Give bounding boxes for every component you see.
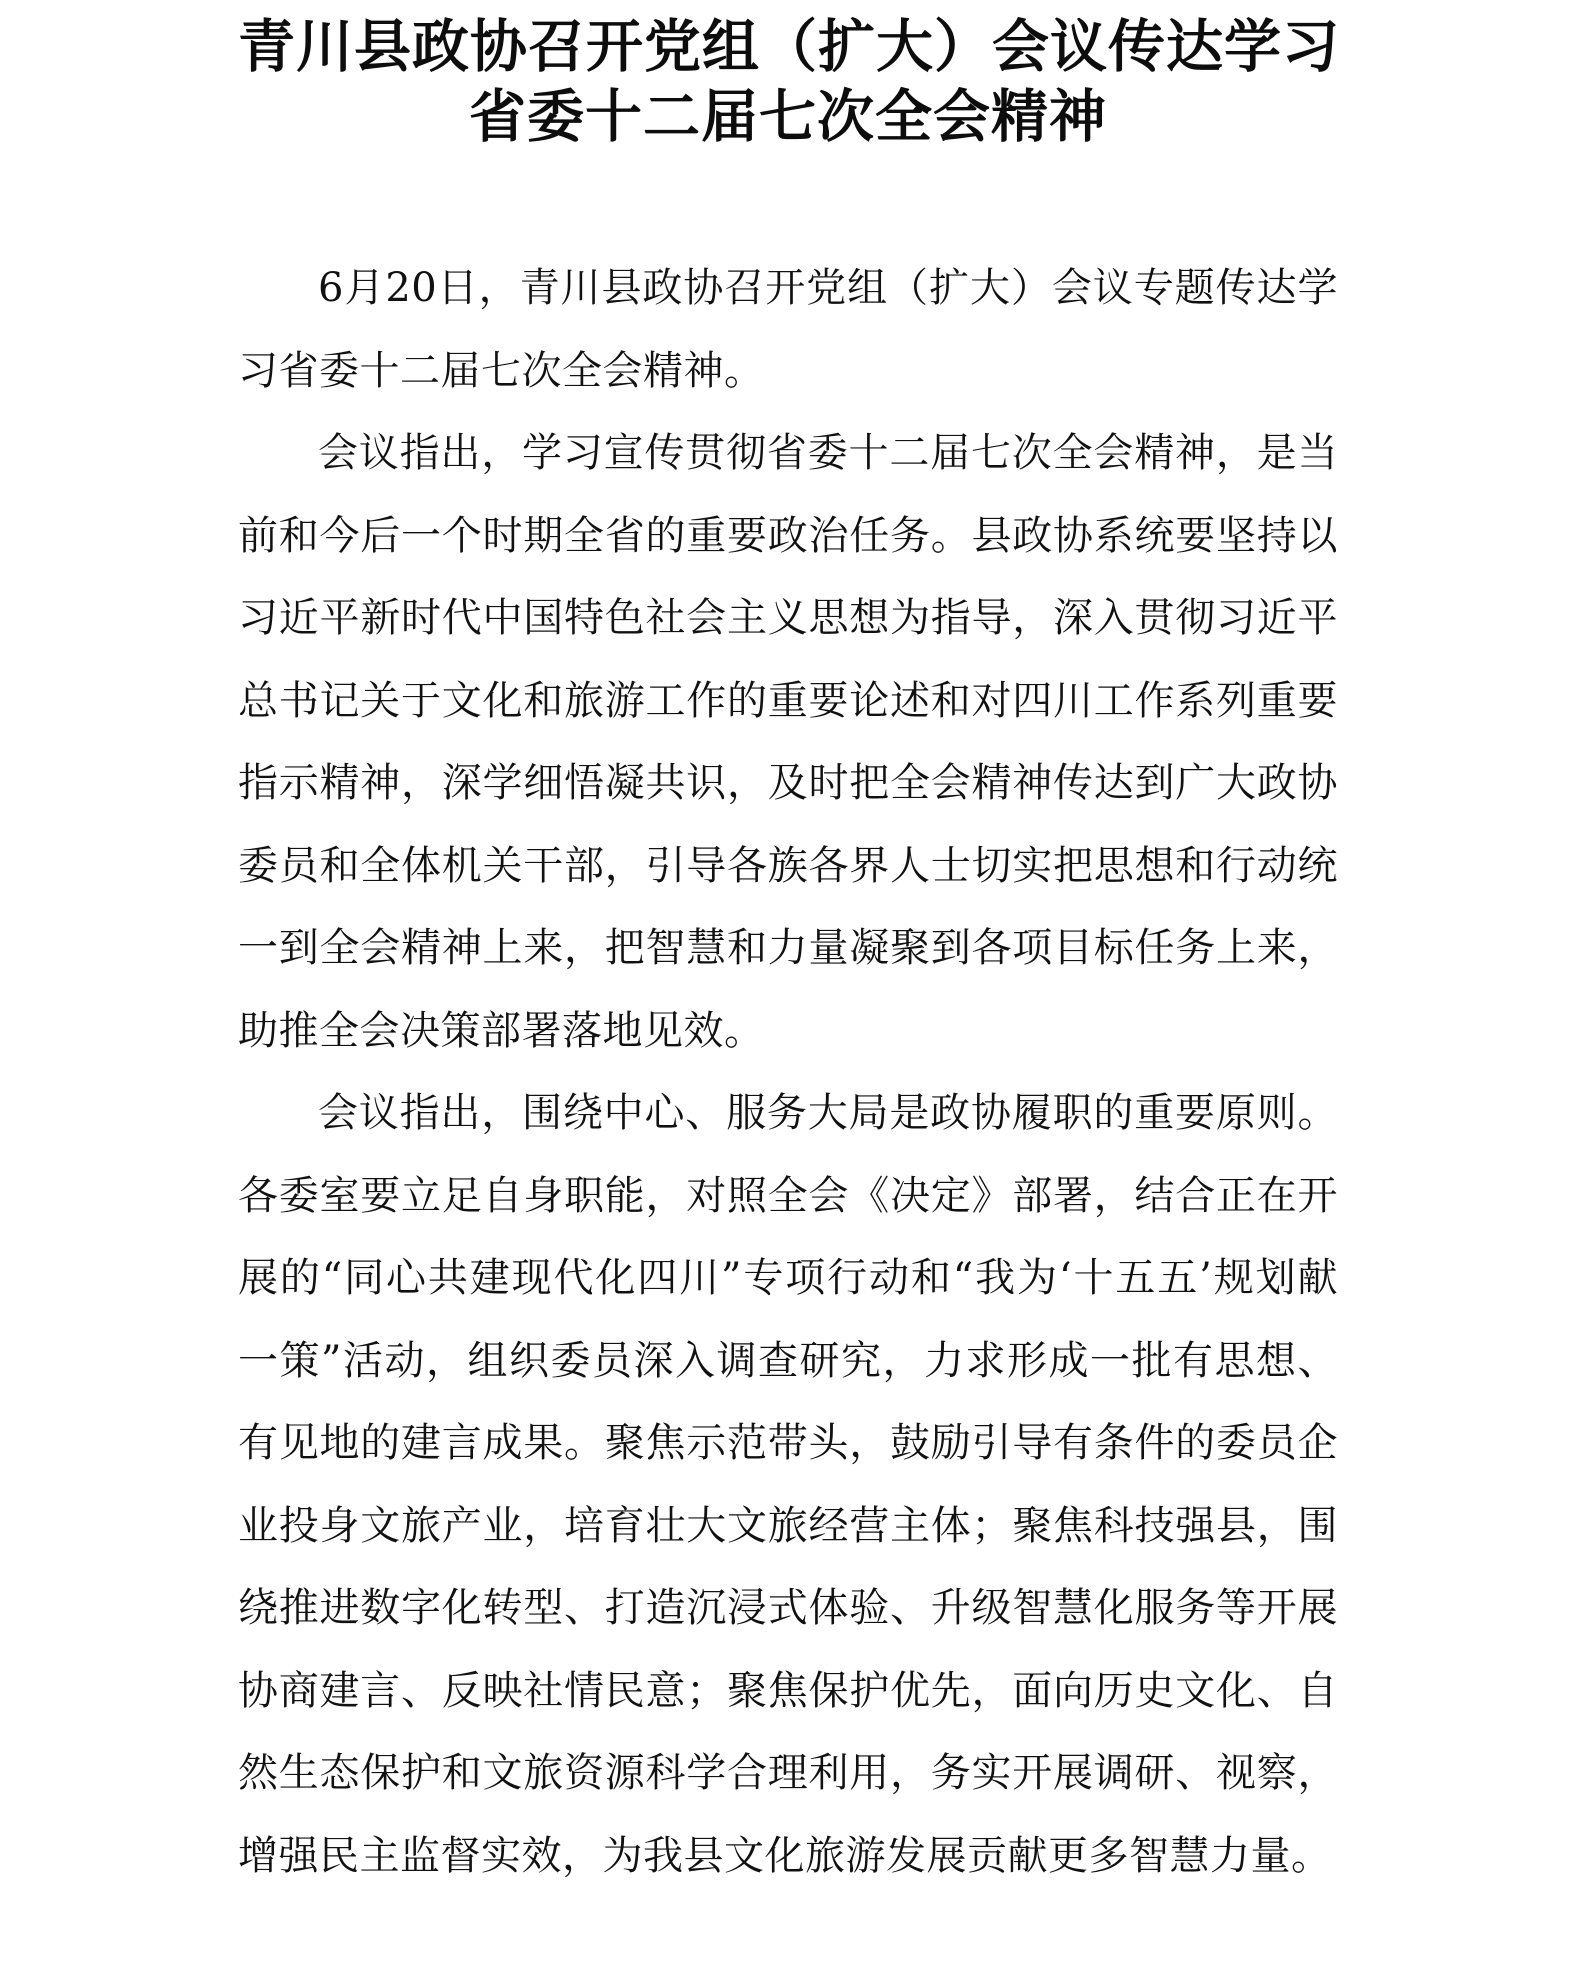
paragraph-2: 会议指出，学习宣传贯彻省委十二届七次全会精神，是当前和今后一个时期全省的重要政治任务。县政协系统要坚持以习近平新时代中国特色社会主义思想为指导，深入贯彻习近平总书记关于文化和旅游工作的重要论述和对四川工作系列重要指示精神，深学细悟凝共识，及时把全会精神传达到广大政协委员和全体机关干部，引导各族各界人士切实把思想和行动统一到全会精神上来，把智慧和力量凝聚到各项目标任务上来，助推全会决策部署落地见效。 xyxy=(238,430,1338,1054)
document-title xyxy=(238,0,1338,152)
paragraph-1: 6月20日，青川县政协召开党组（扩大）会议专题传达学习省委十二届七次全会精神。 xyxy=(238,265,1338,394)
title-line-2: 省委十二届七次全会精神 xyxy=(469,83,1107,150)
paragraph-3: 会议指出，围绕中心、服务大局是政协履职的重要原则。各委室要立足自身职能，对照全会《决定》部署，结合正在开展的“同心共建现代化四川”专项行动和“我为‘十五五’规划献一策”活动，组织委员深入调查研究，力求形成一批有思想、有见地的建言成果。聚焦示范带头，鼓励引导有条件的委员企业投身文旅产业，培育壮大文旅经营主体；聚焦科技强县，围绕推进数字化转型、打造沉浸式体验、升级智慧化服务等开展协商建言、反映社情民意；聚焦保护优先，面向历史文化、自然生态保护和文旅资源科学合理利用，务实开展调研、视察，增强民主监督实效，为我县文化旅游发展贡献更多智慧力量。 xyxy=(238,1090,1338,1879)
title-line-1: 青川县政协召开党组（扩大）会议传达学习 xyxy=(238,13,1340,80)
document-page xyxy=(238,0,1338,1897)
document-body xyxy=(238,247,1338,1897)
